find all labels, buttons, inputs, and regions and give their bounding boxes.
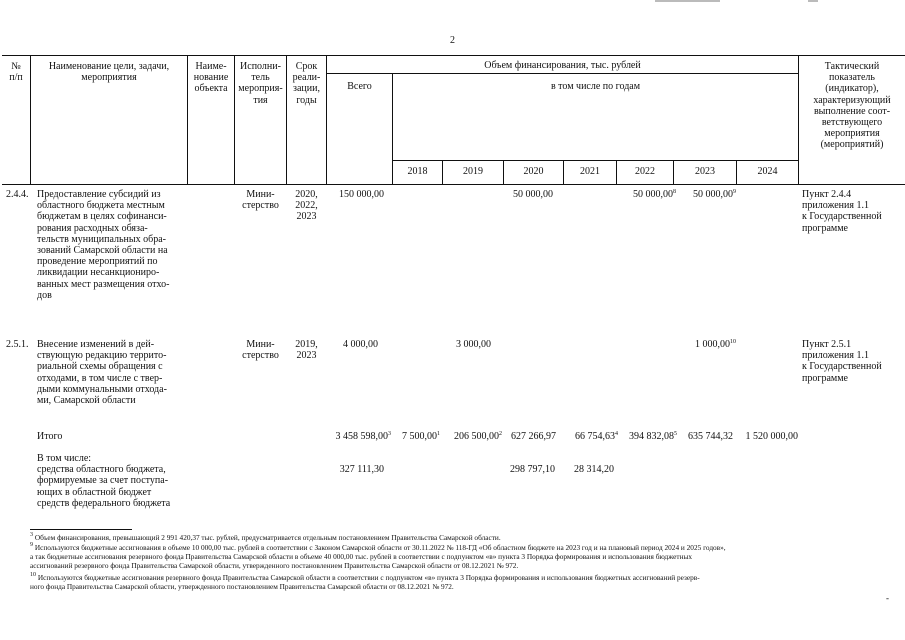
row-description: Предоставление субсидий из областного бюджета местным бюджетам в целях софинанси- рования расходных обяза- тельств муниципальных обра- зований Самарской области на проведение мероприятий по ликвидации несанкциониро- ванных мест размещения отхо- дов xyxy=(37,189,170,301)
table-top-border xyxy=(2,55,905,56)
itogo-value-2020: 627 266,97 xyxy=(511,431,556,442)
row-indicator: Пункт 2.5.1 приложения 1.1 к Государственной программе xyxy=(802,339,882,384)
scan-mark xyxy=(655,0,720,2)
footnote: ассигнований резервного фонда Правительства Самарской области, утвержденного постановлением Правительства Самарской области от 08.12.2021 № 972. xyxy=(30,561,519,570)
row-value-2023: 1 000,00$^{10}$ xyxy=(695,339,736,350)
footnote-separator xyxy=(30,529,132,530)
table-header-bottom-border xyxy=(2,184,905,185)
header-year: 2020 xyxy=(523,166,544,177)
scan-mark xyxy=(808,0,818,2)
row-indicator: Пункт 2.4.4 приложения 1.1 к Государственной программе xyxy=(802,189,882,234)
header-term: Срок реали- зации, годы xyxy=(292,61,321,106)
itogo-label: Итого xyxy=(37,431,63,442)
row-value-2022: 50 000,00$^8$ xyxy=(633,189,676,200)
row-number: 2.4.4. xyxy=(6,189,29,200)
breakdown-total: 327 111,30 xyxy=(339,464,384,475)
breakdown-value-2021: 28 314,20 xyxy=(574,464,614,475)
footnote: а так бюджетные ассигнования резервного фонда Правительства Самарской области в объеме 40 000,00 тыс. рублей в соответствии с подпунктом «в» пункта 3 Порядка формирования и использования бюджетных xyxy=(30,552,693,561)
itogo-total: 3 458 598,00$^3$ xyxy=(335,431,391,442)
footnote: $^3$ Объем финансирования, превышающий 2 991 420,37 тыс. рублей, предусматривается отдельным постановлением Правительства Самарской области. xyxy=(30,532,501,542)
header-year: 2023 xyxy=(695,166,715,177)
itogo-value-2018: 7 500,00$^1$ xyxy=(402,431,440,442)
row-total: 4 000,00 xyxy=(343,339,378,350)
header-year: 2019 xyxy=(463,166,483,177)
header-total: Всего xyxy=(347,81,372,92)
page-number: 2 xyxy=(450,35,455,46)
funding-title-divider xyxy=(326,73,798,74)
header-indicator: Тактический показатель (индикатор), характеризующий выполнение соот- ветствующего мероприятия (мероприятий) xyxy=(813,61,891,151)
footnote: $^{10}$ Используются бюджетные ассигнования резервного фонда Правительства Самарской области в соответствии с подпунктом «в» пункта 3 Порядка формирования и использования бюджетных ассигнований резерв- xyxy=(30,572,700,582)
row-term: 2020, 2022, 2023 xyxy=(295,189,318,223)
itogo-value-2022: 394 832,08$^5$ xyxy=(629,431,677,442)
col-divider xyxy=(326,55,327,184)
itogo-value-2023: 635 744,32 xyxy=(688,431,733,442)
row-term: 2019, 2023 xyxy=(295,339,318,362)
row-total: 150 000,00 xyxy=(339,189,384,200)
itogo-value-2024: 1 520 000,00 xyxy=(745,431,798,442)
header-object: Наиме- нование объекта xyxy=(193,61,229,95)
row-value-2019: 3 000,00 xyxy=(456,339,491,350)
breakdown-description: В том числе: средства областного бюджета, формируемые за счет поступа- ющих в областной бюджет средств федерального бюджета xyxy=(37,453,171,509)
header-year: 2021 xyxy=(580,166,600,177)
header-year: 2018 xyxy=(407,166,428,177)
header-year: 2022 xyxy=(635,166,655,177)
header-year: 2024 xyxy=(757,166,778,177)
header-by-years: в том числе по годам xyxy=(550,81,641,92)
header-funding-title: Объем финансирования, тыс. рублей xyxy=(484,60,641,71)
header-name: Наименование цели, задачи, мероприятия xyxy=(48,61,170,84)
row-number: 2.5.1. xyxy=(6,339,29,350)
row-executor: Мини- стерство xyxy=(242,339,279,362)
row-value-2020: 50 000,00 xyxy=(513,189,553,200)
breakdown-value-2020: 298 797,10 xyxy=(510,464,555,475)
itogo-value-2021: 66 754,63$^4$ xyxy=(575,431,618,442)
row-executor: Мини- стерство xyxy=(242,189,279,212)
footnote: $^9$ Используются бюджетные ассигнования в объеме 10 000,00 тыс. рублей в соответствии с Законом Самарской области от 30.11.2022 № 118-ГД «Об областном бюджете на 2023 год и на плановый период 2024 и 2025 годов», xyxy=(30,542,726,552)
footnote: ного фонда Правительства Самарской области, утвержденного постановлением Правительства Самарской области от 08.12.2021 № 972. xyxy=(30,582,454,591)
row-value-2023: 50 000,00$^9$ xyxy=(693,189,736,200)
scan-speck: - xyxy=(886,593,889,603)
itogo-value-2019: 206 500,00$^2$ xyxy=(454,431,502,442)
header-executor: Исполни- тель мероприя- тия xyxy=(238,61,283,106)
header-num: № п/п xyxy=(9,61,23,84)
years-divider xyxy=(392,160,798,161)
row-description: Внесение изменений в дей- ствующую редакцию террито- риальной схемы обращения с отходами, в том числе с твер- дыми коммунальными отхода- ми, Самарской области xyxy=(37,339,167,407)
